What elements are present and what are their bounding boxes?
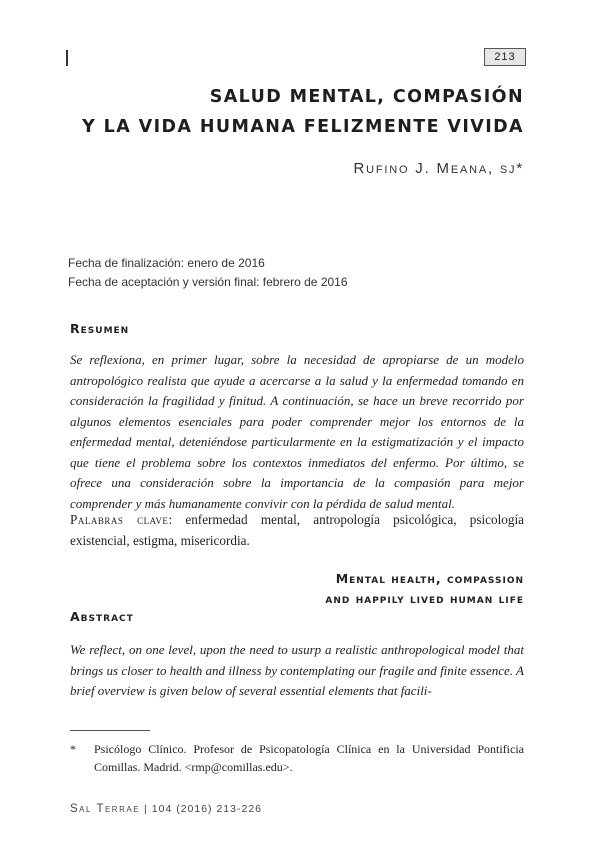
finalization-date: Fecha de finalización: enero de 2016 — [68, 256, 265, 270]
article-title — [82, 82, 524, 142]
footnote-text: Psicólogo Clínico. Profesor de Psicopatología Clínica en la Universidad Pontificia Comillas. Madrid. <rmp@comillas.edu>. — [94, 742, 524, 774]
resumen-heading: Resumen — [70, 321, 130, 336]
author-footnote — [70, 741, 524, 776]
resumen-text: Se reflexiona, en primer lugar, sobre la necesidad de apropiarse de un modelo antropológico realista que ayude a acercarse a la salud y la enfermedad tomando en consideración la fragilidad y finitud. A continuación, se hace un breve recorrido por algunos elementos esenciales para poder comprender mejor los entornos de la enfermedad mental, deteniéndose particularmente en la estigmatización y el impacto que tiene el problema sobre los contextos inmediatos del enfermo. Por último, se ofrece una consideración sobre la importancia de la compasión para mejor comprender y más humanamente convivir con la pérdida de salud mental. — [70, 352, 524, 511]
keywords-text: : enfermedad mental, antropología psicológica, psicología existencial, estigma, misericordia. — [70, 512, 524, 548]
crop-mark — [66, 50, 68, 66]
keywords-label: Palabras clave — [70, 512, 169, 527]
journal-citation: 104 (2016) 213-226 — [151, 803, 263, 815]
abstract-text: We reflect, on one level, upon the need to usurp a realistic anthropological model that brings us closer to health and illness by contemplating our fragile and finite essence. A brief overview is given below of several essential elements that facili- — [70, 642, 524, 698]
abstract-heading: Abstract — [70, 609, 134, 624]
footnote-marker: * — [70, 742, 76, 756]
article-title-line-1: SALUD MENTAL, COMPASIÓN — [209, 87, 524, 107]
journal-name: Sal Terrae — [70, 803, 141, 815]
publication-dates — [68, 254, 348, 292]
page-number: 213 — [484, 48, 526, 66]
footer-separator: | — [144, 803, 148, 815]
english-title — [325, 569, 524, 609]
english-title-line-2: and happily lived human life — [325, 591, 524, 606]
author-name: Rufino J. Meana, sj* — [353, 160, 524, 177]
acceptance-date: Fecha de aceptación y versión final: febrero de 2016 — [68, 275, 348, 289]
article-title-line-2: Y LA VIDA HUMANA FELIZMENTE VIVIDA — [82, 117, 524, 137]
keywords — [70, 510, 524, 551]
footnote-divider — [70, 730, 150, 731]
english-title-line-1: Mental health, compassion — [335, 571, 524, 586]
page-footer — [70, 803, 262, 815]
